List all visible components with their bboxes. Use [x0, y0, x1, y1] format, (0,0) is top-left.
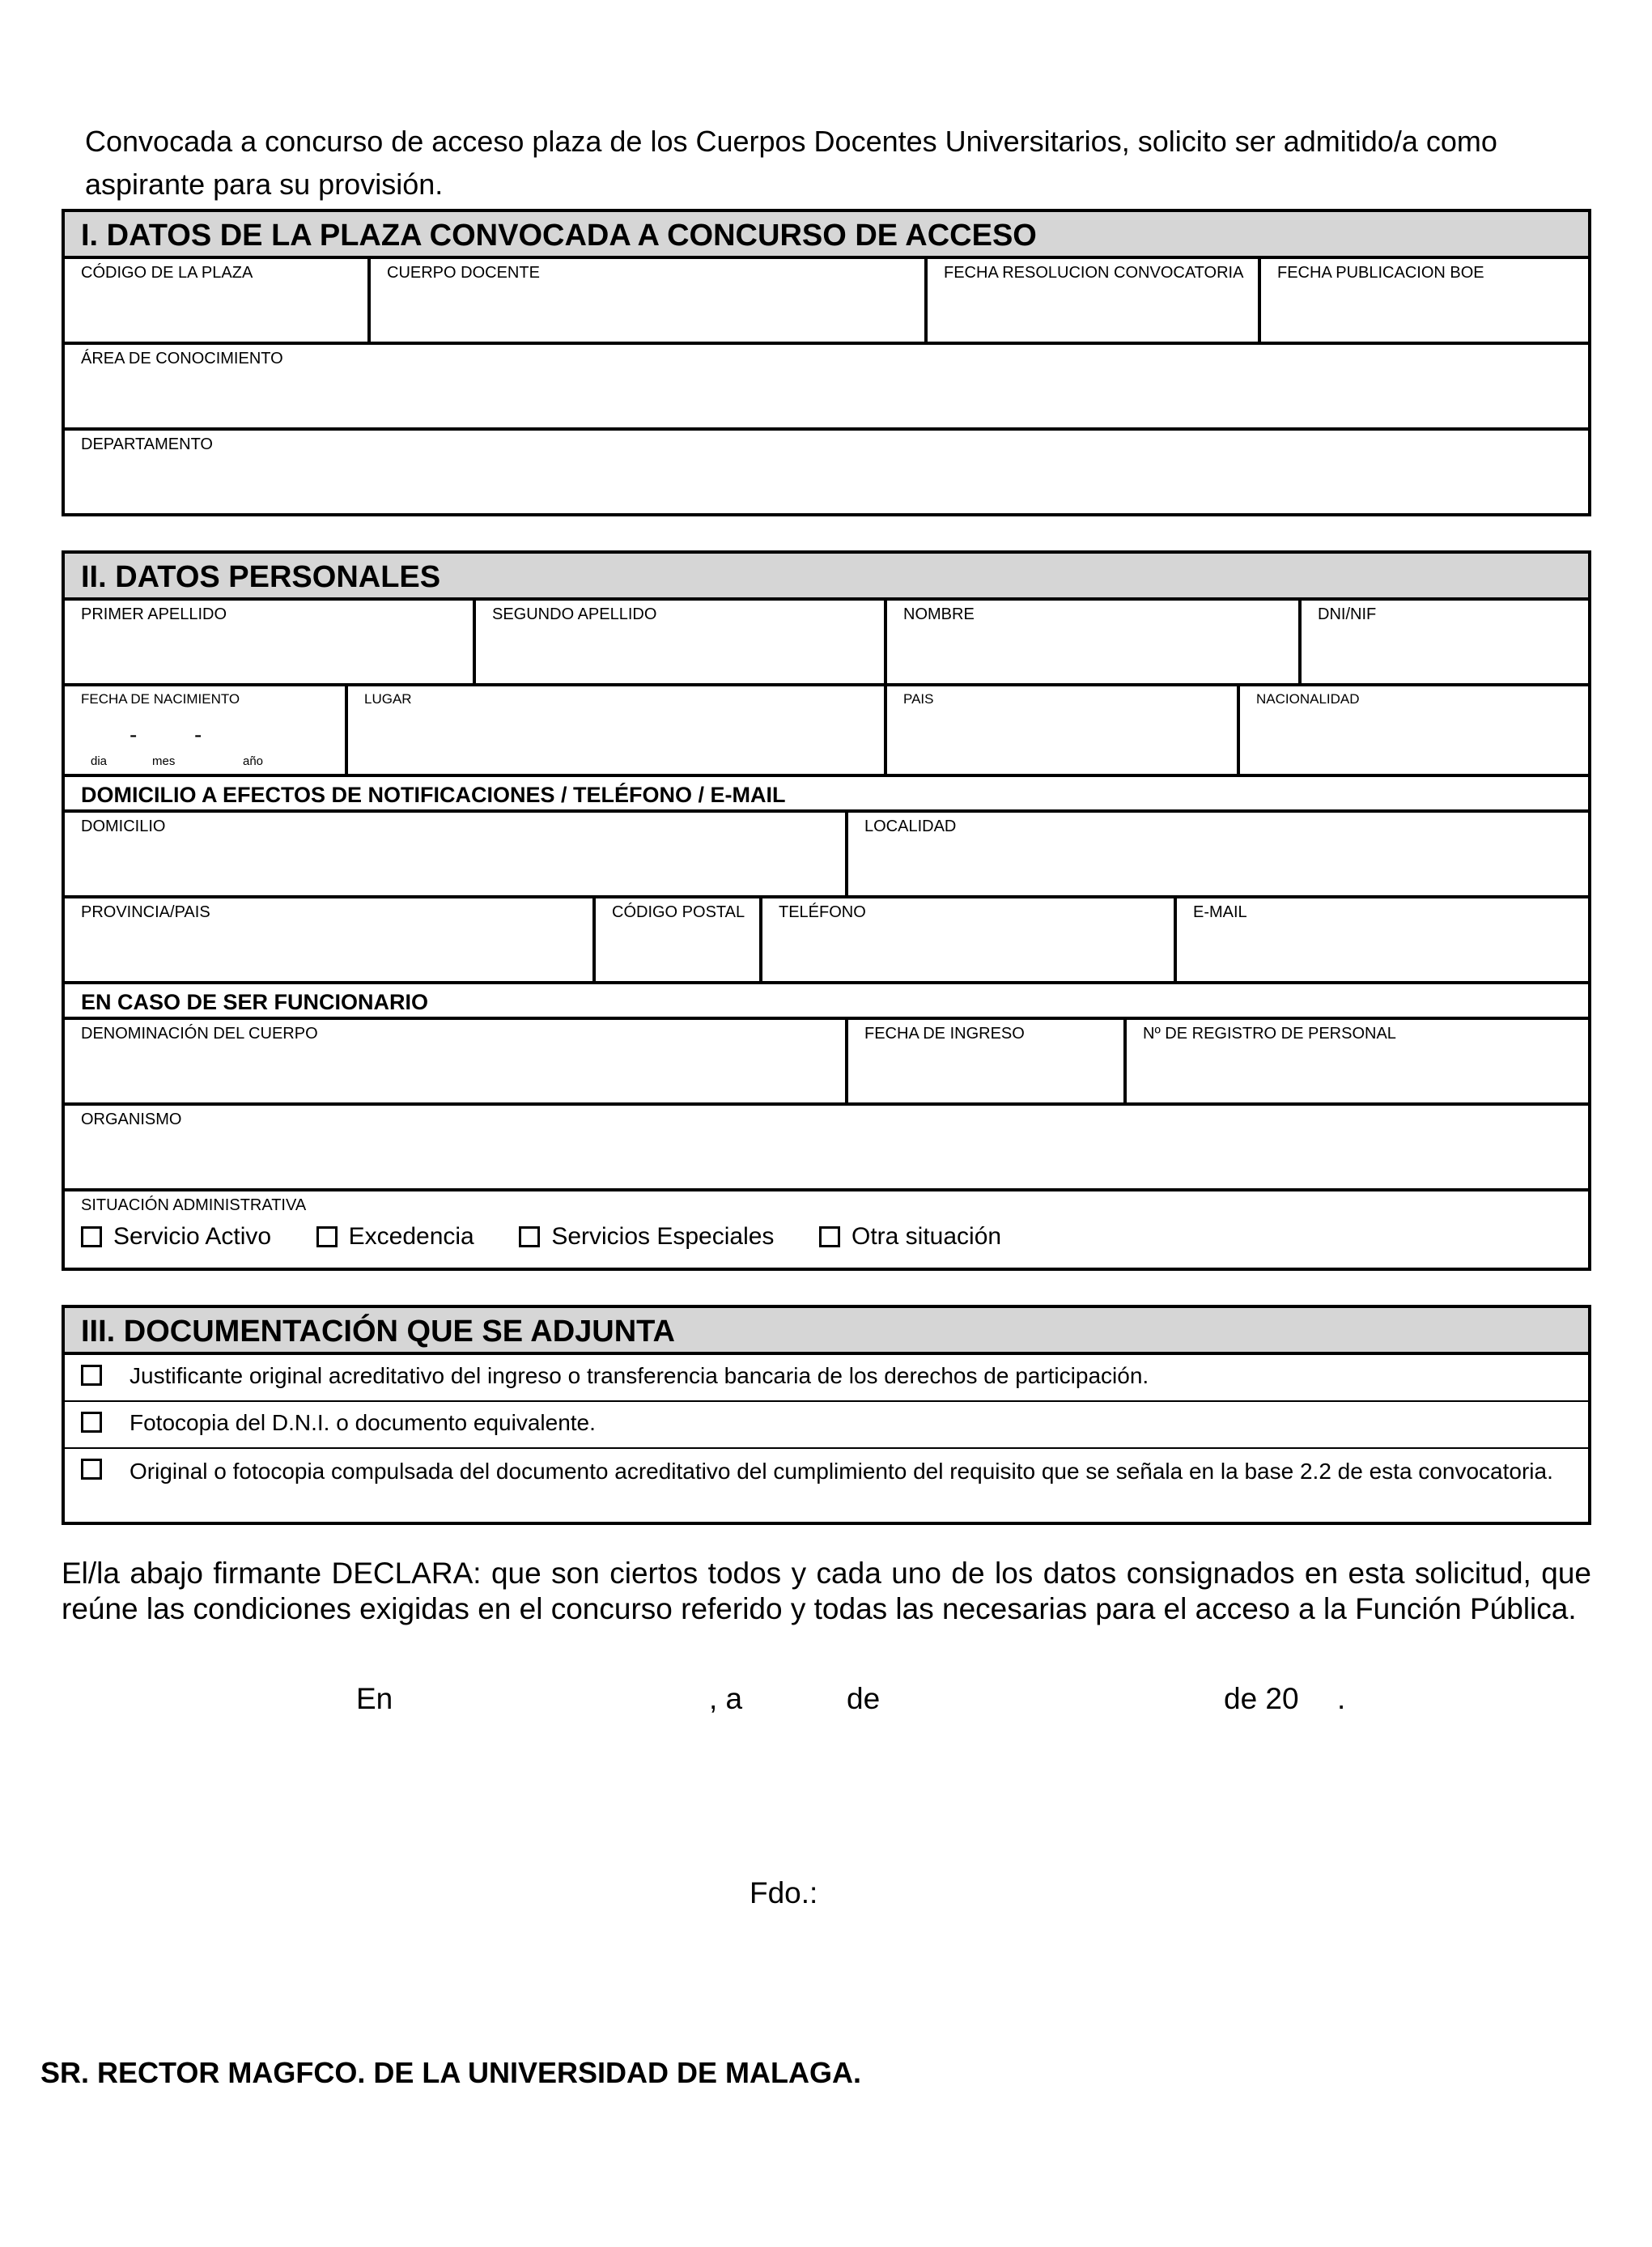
checkbox[interactable]	[81, 1365, 102, 1386]
option-label: Otra situación	[851, 1223, 1002, 1250]
doc-item-label: Fotocopia del D.N.I. o documento equivalente.	[130, 1410, 596, 1435]
field-segundo-apellido[interactable]	[476, 601, 887, 683]
addressee: SR. RECTOR MAGFCO. DE LA UNIVERSIDAD DE MALAGA.	[40, 2056, 862, 2089]
section-documentacion-title: III. DOCUMENTACIÓN QUE SE ADJUNTA	[65, 1308, 1588, 1355]
field-departamento[interactable]	[65, 431, 1588, 513]
field-nacionalidad[interactable]	[1240, 686, 1588, 774]
declaration-text: El/la abajo firmante DECLARA: que son ciertos todos y cada uno de los datos consignados en esta solicitud, que reúne las condiciones exigidas en el concurso referido y todas las necesarias para el acceso a la Función Pública.	[62, 1557, 1591, 1625]
funcionario-heading: EN CASO DE SER FUNCIONARIO	[65, 984, 1588, 1020]
checkbox[interactable]	[81, 1226, 102, 1247]
field-pais[interactable]	[887, 686, 1240, 774]
field-fecha-resolucion[interactable]	[928, 259, 1261, 342]
field-fecha-nacimiento[interactable]	[65, 686, 348, 774]
label-anio: año	[243, 754, 264, 768]
label-registro-personal: Nº DE REGISTRO DE PERSONAL	[1143, 1025, 1396, 1043]
option-label: Servicio Activo	[113, 1223, 272, 1250]
field-codigo-postal[interactable]	[596, 898, 762, 981]
label-provincia: PROVINCIA/PAIS	[81, 903, 210, 921]
dateline-de20: de 20	[1224, 1682, 1299, 1715]
field-domicilio[interactable]	[65, 813, 848, 895]
label-nacionalidad: NACIONALIDAD	[1256, 691, 1360, 707]
option-servicio-activo[interactable]	[81, 1223, 271, 1251]
label-cuerpo-docente: CUERPO DOCENTE	[387, 264, 540, 282]
section-plaza-title: I. DATOS DE LA PLAZA CONVOCADA A CONCURSO DE ACCESO	[65, 212, 1588, 259]
option-otra-situacion[interactable]	[819, 1223, 1001, 1251]
dateline-de: de	[847, 1682, 881, 1715]
label-organismo: ORGANISMO	[81, 1111, 182, 1128]
field-localidad[interactable]	[848, 813, 1588, 895]
label-dia: dia	[91, 754, 108, 768]
field-lugar[interactable]	[348, 686, 887, 774]
field-dni[interactable]	[1302, 601, 1588, 683]
label-fecha-nacimiento: FECHA DE NACIMIENTO	[81, 691, 240, 707]
field-telefono[interactable]	[762, 898, 1177, 981]
label-situacion-administrativa: SITUACIÓN ADMINISTRATIVA	[81, 1196, 307, 1214]
checkbox[interactable]	[81, 1459, 102, 1480]
section-plaza	[62, 209, 1591, 516]
label-codigo-plaza: CÓDIGO DE LA PLAZA	[81, 264, 253, 282]
field-primer-apellido[interactable]	[65, 601, 476, 683]
section-documentacion	[62, 1305, 1591, 1525]
field-fecha-publicacion[interactable]	[1261, 259, 1588, 342]
section-datos-personales-title: II. DATOS PERSONALES	[65, 554, 1588, 601]
label-nombre: NOMBRE	[903, 605, 975, 623]
checkbox[interactable]	[819, 1226, 840, 1247]
intro-text: Convocada a concurso de acceso plaza de los Cuerpos Docentes Universitarios, solicito ser admitido/a como aspirante para su provisión.	[85, 125, 1497, 201]
field-codigo-plaza[interactable]	[65, 259, 371, 342]
label-fecha-ingreso: FECHA DE INGRESO	[864, 1025, 1025, 1043]
doc-item[interactable]	[65, 1449, 1588, 1522]
label-segundo-apellido: SEGUNDO APELLIDO	[492, 605, 657, 623]
dateline-period: .	[1337, 1682, 1346, 1715]
label-localidad: LOCALIDAD	[864, 818, 957, 835]
doc-item[interactable]	[65, 1355, 1588, 1402]
label-dni: DNI/NIF	[1318, 605, 1377, 623]
doc-item-label: Original o fotocopia compulsada del documento acreditativo del cumplimiento del requisito que se señala en la base 2.2 de esta convocatoria.	[130, 1459, 1553, 1484]
label-denominacion-cuerpo: DENOMINACIÓN DEL CUERPO	[81, 1025, 318, 1043]
field-situacion-administrativa	[65, 1191, 1588, 1268]
doc-item[interactable]	[65, 1402, 1588, 1449]
field-email[interactable]	[1177, 898, 1588, 981]
label-area-conocimiento: ÁREA DE CONOCIMIENTO	[81, 350, 283, 367]
option-excedencia[interactable]	[316, 1223, 474, 1251]
label-fecha-resolucion: FECHA RESOLUCION CONVOCATORIA	[944, 264, 1244, 282]
label-email: E-MAIL	[1193, 903, 1247, 921]
checkbox[interactable]	[519, 1226, 540, 1247]
signature-label: Fdo.:	[750, 1876, 818, 1909]
option-label: Servicios Especiales	[551, 1223, 775, 1250]
option-servicios-especiales[interactable]	[519, 1223, 774, 1251]
field-fecha-ingreso[interactable]	[848, 1020, 1127, 1102]
label-domicilio: DOMICILIO	[81, 818, 166, 835]
field-cuerpo-docente[interactable]	[371, 259, 928, 342]
label-telefono: TELÉFONO	[779, 903, 866, 921]
domicilio-heading: DOMICILIO A EFECTOS DE NOTIFICACIONES / TELÉFONO / E-MAIL	[65, 777, 1588, 813]
checkbox[interactable]	[316, 1226, 338, 1247]
label-lugar: LUGAR	[364, 691, 412, 707]
field-registro-personal[interactable]	[1127, 1020, 1588, 1102]
dateline-en: En	[356, 1682, 393, 1715]
checkbox[interactable]	[81, 1412, 102, 1433]
date-separator: -	[130, 722, 138, 747]
date-separator: -	[194, 722, 202, 747]
field-area-conocimiento[interactable]	[65, 345, 1588, 427]
section-datos-personales	[62, 550, 1591, 1271]
field-nombre[interactable]	[887, 601, 1302, 683]
doc-item-label: Justificante original acreditativo del ingreso o transferencia bancaria de los derechos de participación.	[130, 1363, 1149, 1388]
label-pais: PAIS	[903, 691, 934, 707]
label-departamento: DEPARTAMENTO	[81, 435, 213, 453]
dateline-a: , a	[709, 1682, 743, 1715]
option-label: Excedencia	[348, 1223, 474, 1250]
field-denominacion-cuerpo[interactable]	[65, 1020, 848, 1102]
label-primer-apellido: PRIMER APELLIDO	[81, 605, 227, 623]
label-codigo-postal: CÓDIGO POSTAL	[612, 903, 745, 921]
label-fecha-publicacion: FECHA PUBLICACION BOE	[1277, 264, 1484, 282]
field-provincia[interactable]	[65, 898, 596, 981]
situacion-options	[81, 1223, 1588, 1252]
field-organismo[interactable]	[65, 1106, 1588, 1188]
label-mes: mes	[152, 754, 176, 768]
